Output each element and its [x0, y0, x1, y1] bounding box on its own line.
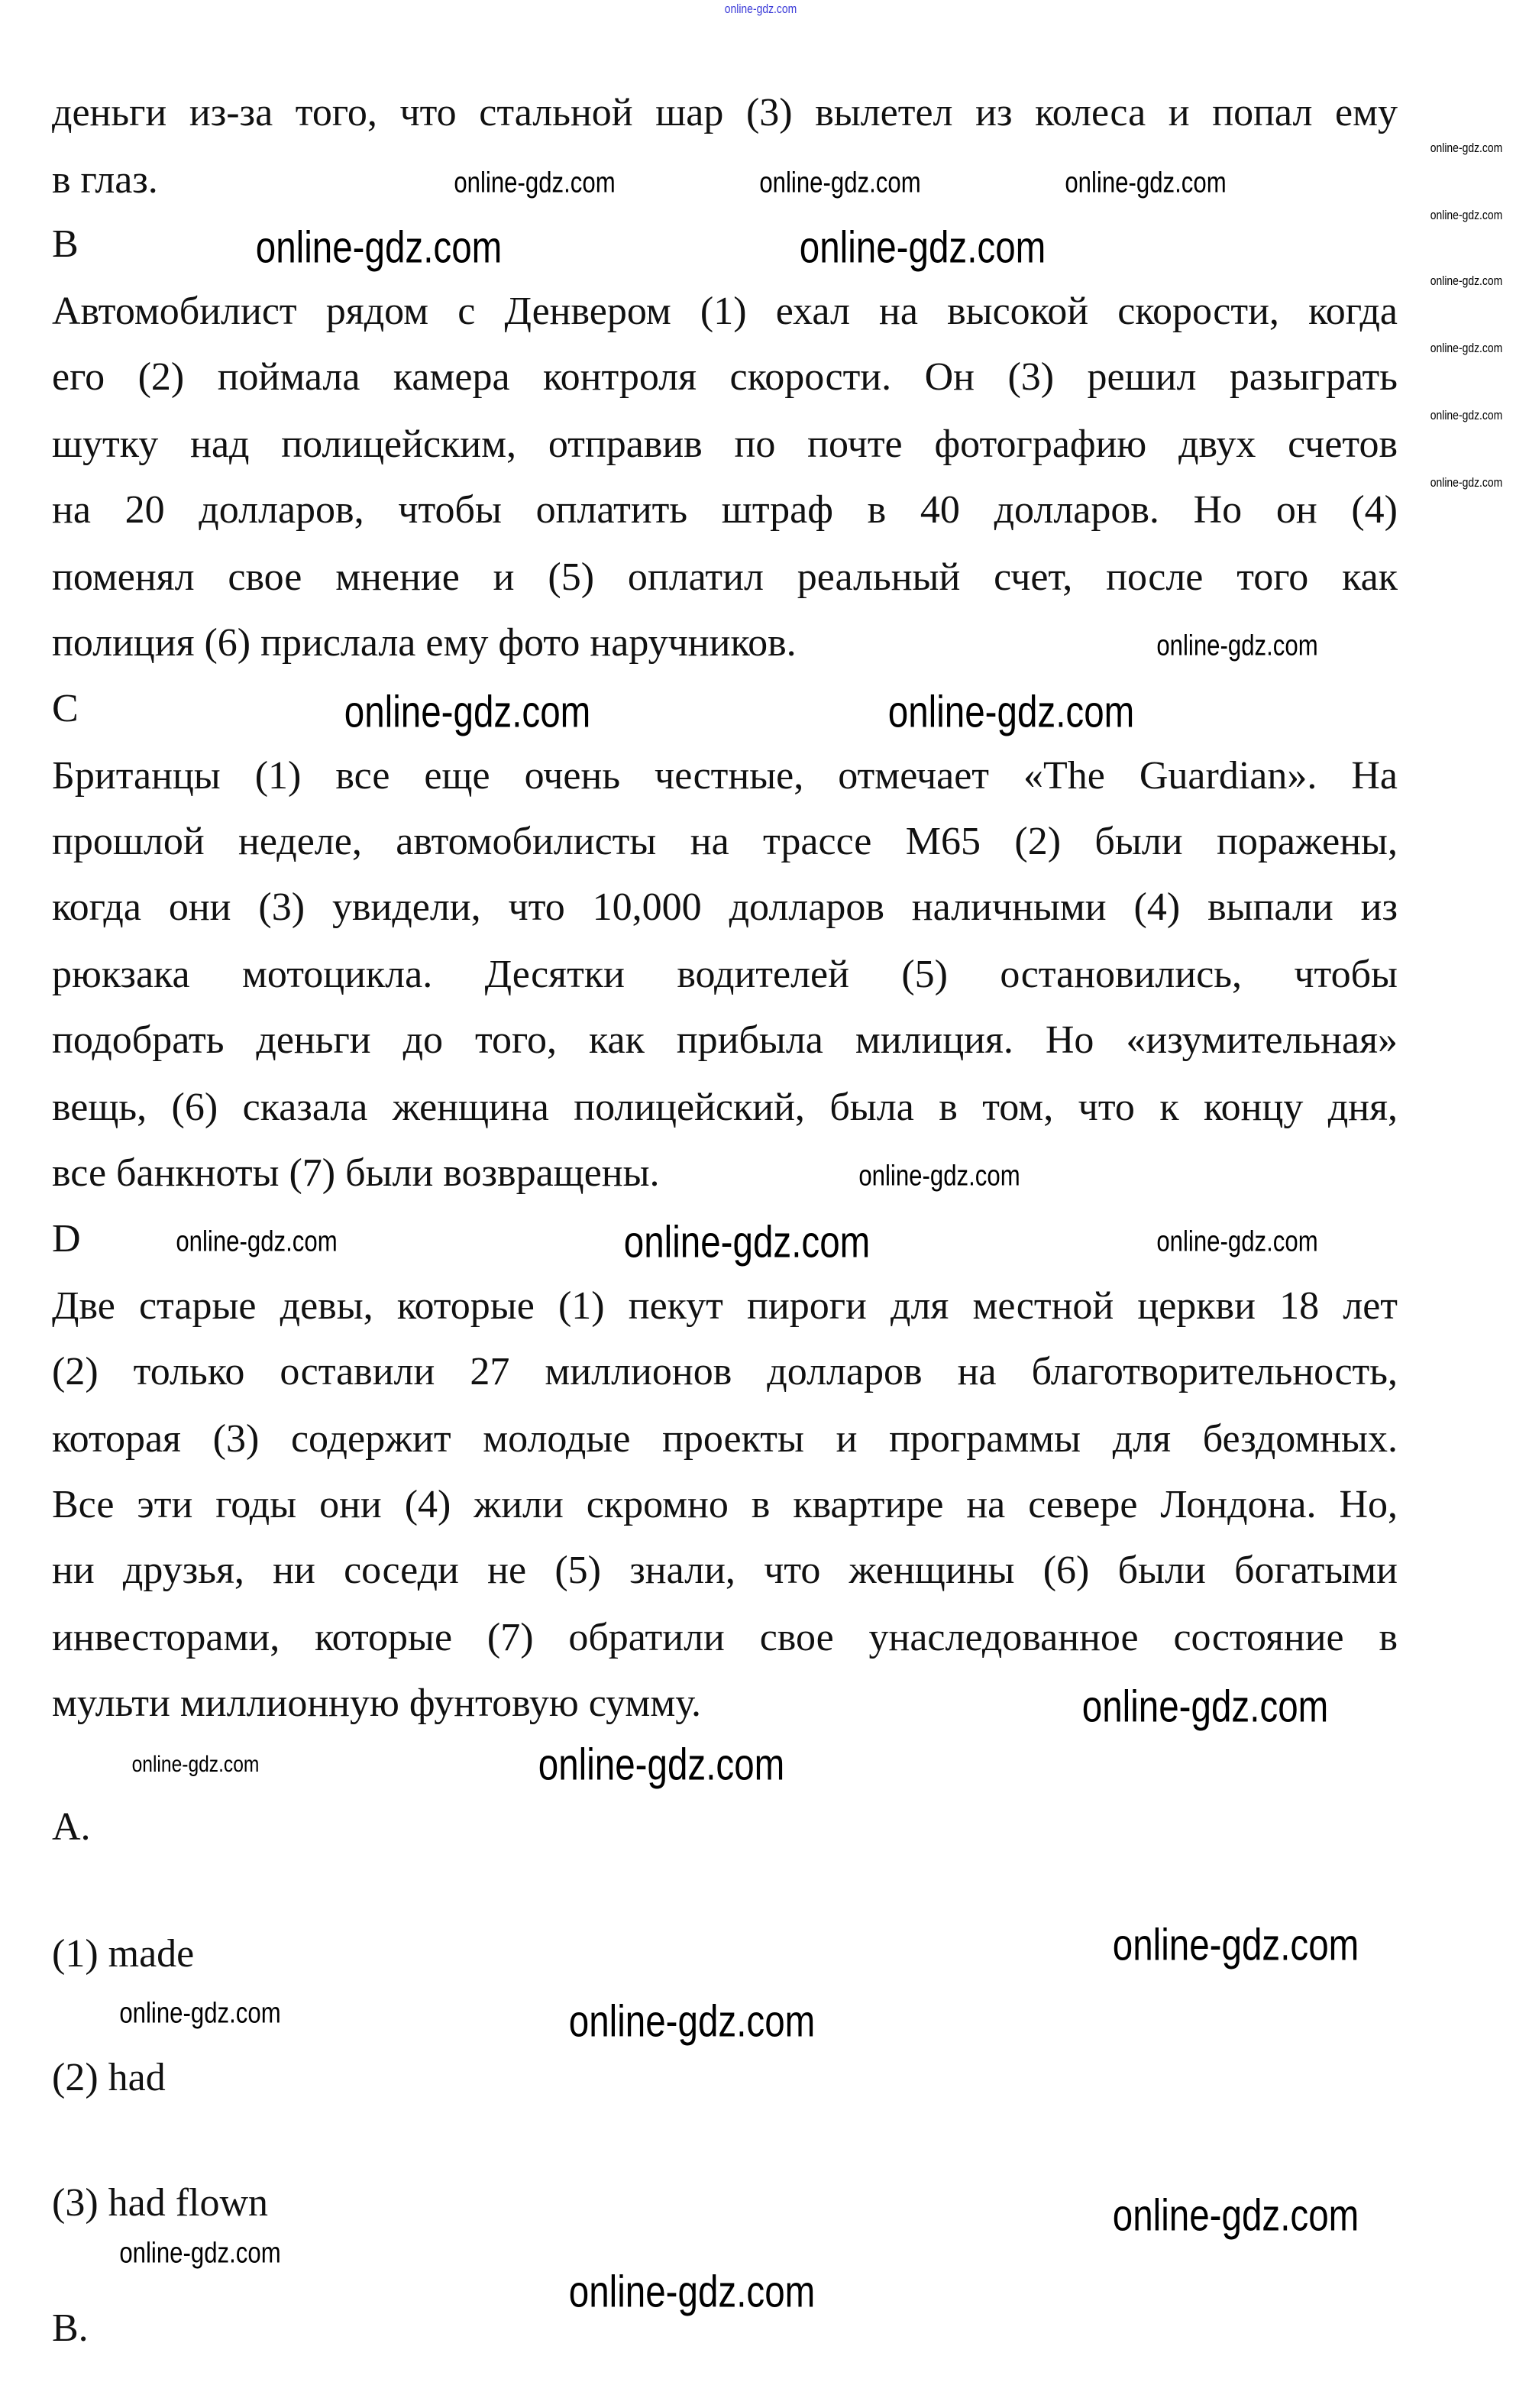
answer-section-label: A.: [52, 1805, 91, 1849]
paragraph-line: Две старые девы, которые (1) пекут пироги для местной церкви 18 лет: [52, 1284, 1398, 1328]
paragraph-line: подобрать деньги до того, как прибыла милиция. Но «изумительная»: [52, 1018, 1398, 1062]
section-heading: B: [52, 222, 79, 266]
watermark: online-gdz.com: [1430, 141, 1503, 155]
watermark: online-gdz.com: [724, 2, 797, 16]
watermark: online-gdz.com: [255, 222, 503, 273]
paragraph-line: Британцы (1) все еще очень честные, отмечает «The Guardian». На: [52, 754, 1398, 798]
watermark: online-gdz.com: [858, 1160, 1020, 1193]
watermark: online-gdz.com: [538, 1740, 785, 1790]
watermark: online-gdz.com: [1156, 630, 1318, 662]
watermark: online-gdz.com: [1430, 273, 1503, 288]
watermark: online-gdz.com: [1065, 167, 1227, 199]
watermark: online-gdz.com: [1430, 475, 1503, 490]
watermark: online-gdz.com: [176, 1225, 338, 1258]
answer-item: (2) had: [52, 2056, 166, 2099]
watermark: online-gdz.com: [344, 687, 591, 737]
paragraph-line: все банкноты (7) были возвращены.: [52, 1151, 660, 1195]
answer-item: (3) had flown: [52, 2181, 269, 2225]
watermark: online-gdz.com: [119, 1997, 281, 2030]
paragraph-line: инвесторами, которые (7) обратили свое унаследованное состояние в: [52, 1616, 1398, 1659]
watermark: online-gdz.com: [1430, 408, 1503, 422]
paragraph-line: в глаз.: [52, 158, 158, 202]
paragraph-line: поменял свое мнение и (5) оплатил реальный счет, после того как: [52, 555, 1398, 599]
watermark: online-gdz.com: [1112, 2190, 1359, 2241]
watermark: online-gdz.com: [623, 1217, 871, 1267]
paragraph-line: шутку над полицейским, отправив по почте фотографию двух счетов: [52, 422, 1398, 466]
watermark: online-gdz.com: [119, 2237, 281, 2270]
paragraph-line: прошлой неделе, автомобилисты на трассе М65 (2) были поражены,: [52, 820, 1398, 863]
paragraph-line: когда они (3) увидели, что 10,000 долларов наличными (4) выпали из: [52, 885, 1398, 929]
watermark: online-gdz.com: [1081, 1681, 1329, 1732]
section-heading: D: [52, 1217, 81, 1261]
watermark: online-gdz.com: [887, 687, 1135, 737]
paragraph-line: деньги из-за того, что стальной шар (3) вылетел из колеса и попал ему: [52, 91, 1398, 134]
watermark: online-gdz.com: [1430, 341, 1503, 355]
watermark: online-gdz.com: [1430, 208, 1503, 222]
paragraph-line: полиция (6) прислала ему фото наручников.: [52, 621, 797, 665]
paragraph-line: вещь, (6) сказала женщина полицейский, была в том, что к концу дня,: [52, 1086, 1398, 1129]
section-heading: C: [52, 687, 79, 730]
paragraph-line: Все эти годы они (4) жили скромно в квартире на севере Лондона. Но,: [52, 1483, 1398, 1526]
watermark: online-gdz.com: [799, 222, 1046, 273]
paragraph-line: рюкзака мотоцикла. Десятки водителей (5) остановились, чтобы: [52, 953, 1398, 996]
watermark: online-gdz.com: [1156, 1225, 1318, 1258]
paragraph-line: ни друзья, ни соседи не (5) знали, что женщины (6) были богатыми: [52, 1549, 1398, 1592]
watermark: online-gdz.com: [131, 1752, 260, 1777]
paragraph-line: на 20 долларов, чтобы оплатить штраф в 40 долларов. Но он (4): [52, 488, 1398, 532]
watermark: online-gdz.com: [568, 2267, 816, 2317]
watermark: online-gdz.com: [454, 167, 616, 199]
paragraph-line: его (2) поймала камера контроля скорости. Он (3) решил разыграть: [52, 355, 1398, 399]
answer-section-label: B.: [52, 2306, 89, 2350]
paragraph-line: (2) только оставили 27 миллионов долларов на благотворительность,: [52, 1350, 1398, 1393]
paragraph-line: мульти миллионную фунтовую сумму.: [52, 1681, 702, 1725]
watermark: online-gdz.com: [759, 167, 921, 199]
watermark: online-gdz.com: [1112, 1920, 1359, 1970]
answer-item: (1) made: [52, 1932, 195, 1976]
watermark: online-gdz.com: [568, 1996, 816, 2047]
paragraph-line: Автомобилист рядом с Денвером (1) ехал на высокой скорости, когда: [52, 290, 1398, 333]
paragraph-line: которая (3) содержит молодые проекты и программы для бездомных.: [52, 1417, 1398, 1461]
